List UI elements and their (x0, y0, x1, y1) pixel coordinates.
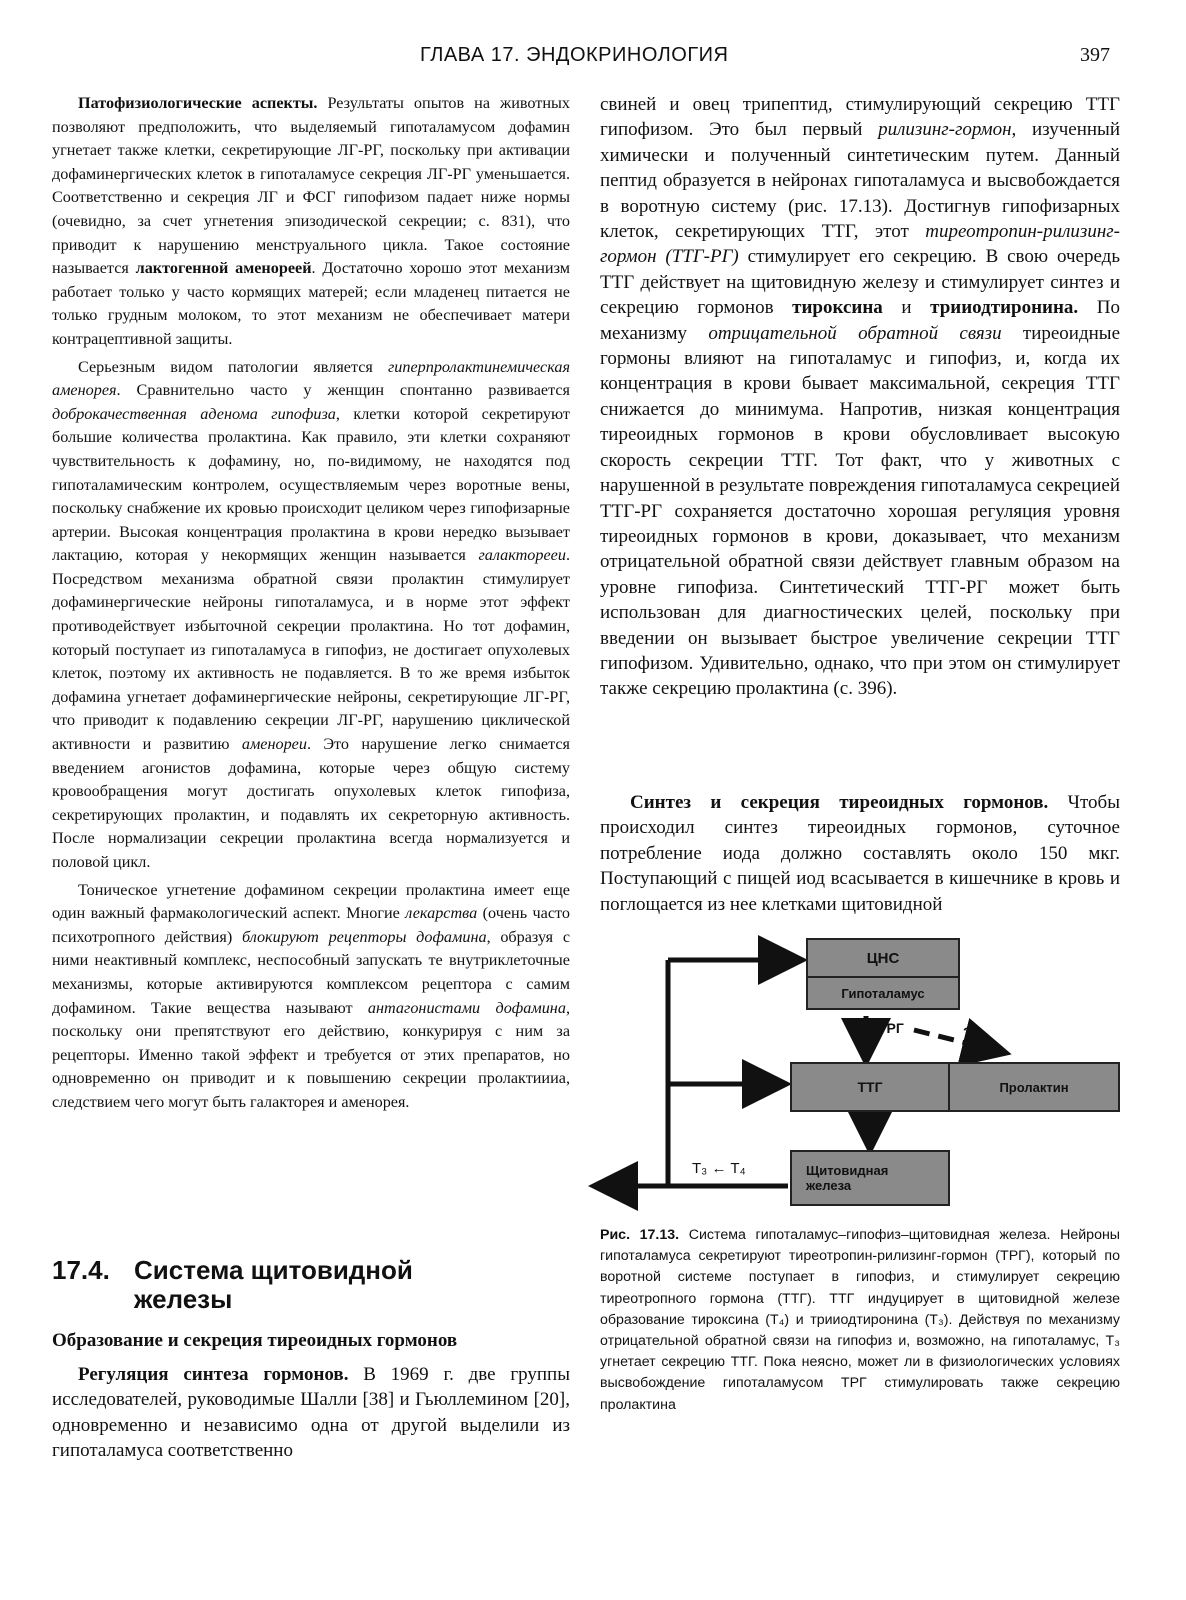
term-lactogenic-amenorrhea: лактогенной аменореей (135, 259, 312, 278)
term-amenorrhea: аменореи (241, 735, 307, 754)
figure-caption (600, 1225, 1120, 1416)
term-triiodothyronine: трииодтиронина. (930, 297, 1079, 319)
box-cns (806, 938, 960, 978)
box-ttg-label: ТТГ (857, 1079, 883, 1095)
lead-pathophysiology: Патофизиологические аспекты. (78, 94, 318, 112)
paragraph-synthesis (600, 790, 1120, 917)
box-thyroid (790, 1150, 950, 1206)
box-thyroid-label-line2: железа (806, 1178, 852, 1193)
chapter-title: ГЛАВА 17. ЭНДОКРИНОЛОГИЯ (420, 44, 729, 66)
caption-figure-number: Рис. 17.13. (600, 1227, 680, 1243)
box-thyroid-label-line1: Щитовидная (806, 1163, 889, 1178)
text-run: . Сравнительно часто у женщин спонтанно развивается (116, 381, 570, 400)
term-dopamine-antagonists: антагонистами дофамина (367, 998, 566, 1017)
paragraph-hyperprolactinemia (52, 356, 570, 875)
term-hyperprolactinemic-amenorrhea: гиперпролактинемическая аменорея (52, 357, 570, 400)
box-cns-label: ЦНС (866, 949, 900, 967)
figure-17-13-diagram (588, 934, 1128, 1224)
page-header (0, 44, 1186, 74)
section-number: 17.4. (52, 1255, 110, 1285)
caption-text: Система гипоталамус–гипофиз–щитовидная железа. Нейроны гипоталамуса секретируют тиреотропин-рилизинг-гормон (ТРГ), который по воротной системе поступает в гипофиз, и стимулирует секрецию тиреотропного гормона (ТТГ). ТТГ индуцирует в щитовидной железе образование тироксина (T₄) и трииодтиронина (T₃). Действуя по механизму отрицательной обратной связи на гипофиз и, возможно, на гипоталамус, T₃ угнетает секрецию ТТГ. Пока неясно, может ли в физиологических условиях высвобождение гипоталамусом ТРГ стимулировать также секрецию пролактина (600, 1227, 1120, 1413)
section-title-line1: Система щитовидной (134, 1255, 413, 1285)
box-hypothalamus-label: Гипоталамус (841, 985, 925, 1001)
text-run: . Достаточно хорошо этот механизм работает только у часто кормящих матерей; если младенец питается не только грудным молоком, то этот механизм не обеспечивает матери контрацептивной защиты. (52, 259, 570, 348)
box-prolactin (948, 1062, 1120, 1112)
section-heading (52, 1256, 572, 1314)
right-column (600, 92, 1120, 702)
lead-regulation: Регуляция синтеза гормонов. (78, 1364, 349, 1385)
left-column (52, 92, 570, 1115)
page-number: 397 (1080, 44, 1110, 66)
box-ttg (790, 1062, 950, 1112)
synthesis-paragraph-block (600, 790, 1120, 917)
regulation-paragraph-block (52, 1362, 570, 1464)
arrow-trg-prolactin-dashed (914, 1030, 1002, 1052)
lead-synthesis: Синтез и секреция тиреоидных гормонов. (630, 792, 1049, 813)
text-run: (очень часто психотропного действия) (52, 904, 571, 946)
text-run: стимулирует его секрецию. В свою очередь ТТГ действует на щитовидную железу и стимулирует синтез и секрецию гормонов (600, 246, 1120, 319)
text-run: , изученный химически и полученный синтетическим путем. Данный пептид образуется в нейронах гипоталамуса и высвобождается в воротную систему (рис. 17.13). Достигнув гипофизарных клеток, секретирующих ТТГ, этот (600, 119, 1120, 243)
text-run: Серьезным видом патологии является (78, 357, 388, 376)
paragraph-regulation (52, 1362, 570, 1464)
text-run: Чтобы происходил синтез тиреоидных гормонов, суточное потребление иода должно составлять около 150 мкг. Поступающий с пищей иод всасывается в кишечнике в кровь и поглощается из нее клетками щитовидной (600, 792, 1120, 915)
term-adenoma: доброкачественная аденома гипофиза (52, 404, 336, 423)
text-run: , образуя с ними неактивный комплекс, неспособный запускать те внутриклеточные механизмы, которые активируются комплексом рецептора с самим дофамином. Такие вещества называют (52, 927, 570, 1017)
text-run: , клетки которой секретируют большие количества пролактина. Как правило, эти клетки сохраняют чувствительность к дофамину, но, по-видимому, не находятся под гипоталамическим контролем, осуществляемым через воротные вены, поскольку снабжение их кровью происходит целиком через гипофизарные артерии. Высокая концентрация пролактина в крови нередко вызывает лактацию, которая у некормящих женщин называется (52, 404, 570, 565)
text-run: , поскольку они препятствуют его действию, конкурируя с ним за рецепторы. Именно такой эффект и требуется от этих препаратов, но одновременно он приводит и к повышению секреции пролактиииа, следствием чего могут быть галакторея и аменорея. (52, 998, 570, 1111)
paragraph-pharmacology (52, 879, 570, 1115)
text-run: свиней и овец трипептид, стимулирующий секрецию ТТГ гипофизом. Это был первый (600, 94, 1120, 141)
text-run: По механизму (600, 297, 1120, 344)
section-title-line2: железы (134, 1284, 233, 1314)
box-hypothalamus (806, 976, 960, 1010)
term-negative-feedback: отрицательной обратной связи (708, 322, 1002, 344)
paragraph-pathophysiology (52, 92, 570, 352)
label-trg: ТРГ (878, 1020, 904, 1036)
text-run: и (882, 297, 931, 319)
term-block-receptors: блокируют рецепторы дофамина (241, 927, 487, 946)
text-run: В 1969 г. две группы исследователей, руководимые Шалли [38] и Гьюллемином [20], одновременно и независимо одна от другой выделили из гипоталамуса соответственно (52, 1364, 570, 1462)
term-thyroxine: тироксина (792, 297, 883, 319)
paragraph-trh (600, 92, 1120, 702)
term-galactorrhea: галакторееи (478, 546, 566, 565)
text-run: . Это нарушение легко снимается введением агонистов дофамина, которые через общую систему кровообращения могут достигать опухолевых клеток гипофиза, секретирующих пролактин, и подавлять их секреторную активность. После нормализации секреции пролактина всегда нормализуется и половой цикл. (52, 735, 570, 871)
term-trh: тиреотропин-рилизинг-гормон (ТТГ-РГ) (600, 221, 1120, 268)
label-question: ? (963, 1024, 972, 1040)
text-run: Результаты опытов на животных позволяют предположить, что выделяемый гипоталамусом дофамин угнетает также клетки, секретирующие ЛГ-РГ, поскольку при активации дофаминергических клеток в гипоталамусе секреция ЛГ-РГ уменьшается. Соответственно и секреция ЛГ и ФСГ гипофизом падает ниже нормы (очевидно, за счет угнетения эпизодической секреции; с. 831), что приводит к нарушению менструального цикла. Такое состояние называется (52, 94, 570, 278)
label-t3-t4: T₃ ← T₄ (692, 1160, 746, 1177)
text-run: тиреоидные гормоны влияют на гипоталамус и гипофиз, и, когда их концентрация в крови бывает максимальной, секреция ТТГ снижается до минимума. Напротив, низкая концентрация тиреоидных гормонов в крови обусловливает высокую скорость секреции ТТГ. Тот факт, что у животных с нарушенной в результате повреждения гипоталамуса секрецией ТТГ-РГ сохраняется достаточно хорошая регуляция уровня тиреоидных гормонов в крови, доказывает, что механизм отрицательной обратной связи действует главным образом на уровне гипофиза. Синтетический ТТГ-РГ может быть использован для диагностических целей, поскольку при введении он вызывает быстрое увеличение секреции ТТГ гипофизом. Удивительно, однако, что при этом он стимулирует также секрецию пролактина (с. 396). (600, 322, 1121, 700)
subsection-heading: Образование и секреция тиреоидных гормонов (52, 1330, 458, 1351)
box-prolactin-label: Пролактин (999, 1079, 1069, 1095)
text-run: . Посредством механизма обратной связи пролактин стимулирует дофаминергические нейроны гипоталамуса, и в норме этот эффект противодействует избыточной секреции пролактина. Но тот дофамин, который поступает из гипоталамуса в гипофиз, не достигает опухолевых клеток, поэтому их активность не подавляется. В то же время избыток дофамина угнетает дофаминергические нейроны, секретирующие ЛГ-РГ, что приводит к подавлению секреции ЛГ-РГ, нарушению циклической активности и развитию (52, 546, 570, 754)
term-releasing-hormone: рилизинг-гормон (878, 119, 1012, 141)
text-run: Тоническое угнетение дофамином секреции пролактина имеет еще один важный фармакологический аспект. Многие (52, 880, 570, 923)
term-drugs: лекарства (405, 904, 478, 923)
